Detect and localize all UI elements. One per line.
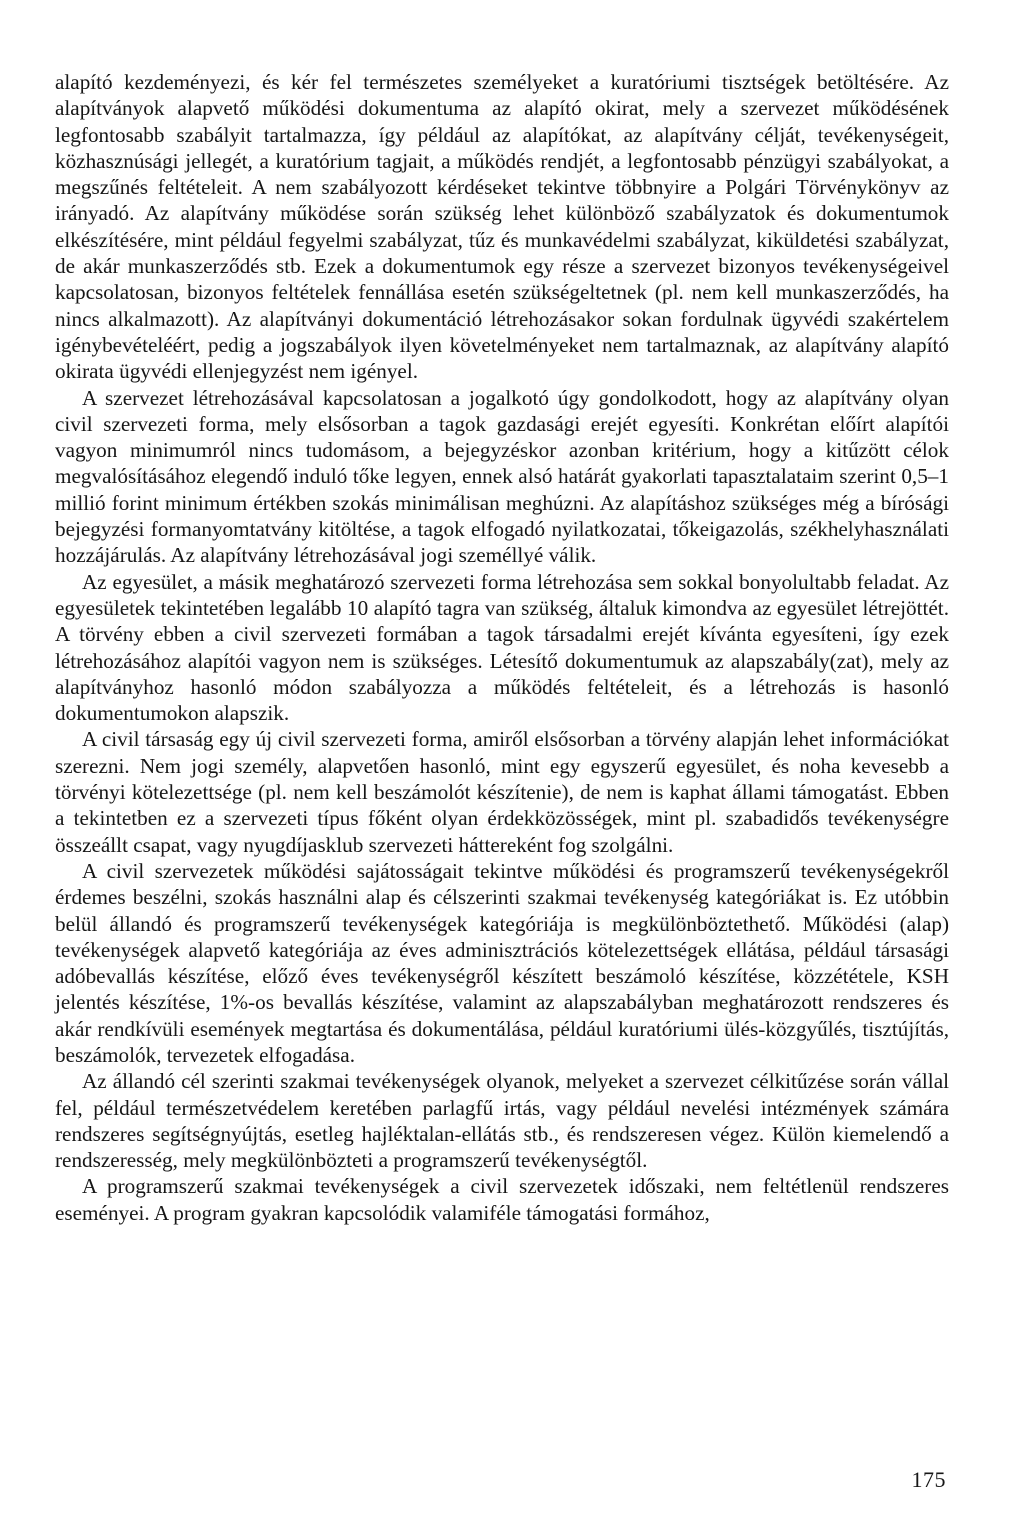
paragraph-2: A szervezet létrehozásával kapcsolatosan a jogalkotó úgy gondolkodott, hogy az alapítvány olyan civil szervezeti forma, mely elsősorban a tagok gazdasági erejét egyesíti. Konkrétan előírt alapítói vagyon minimumról nincs tudomásom, a bejegyzéskor azonban kritérium, hogy a kitűzött célok megvalósításához elegendő induló tőke legyen, ennek alsó határát gyakorlati tapasztalataim szerint 0,5–1 millió forint minimum értékben szokás minimálisan meghúzni. Az alapításhoz szükséges még a bírósági bejegyzési formanyomtatvány kitöltése, a tagok elfogadó nyilatkozatai, tőkeigazolás, székhelyhasználati hozzájárulás. Az alapítvány létrehozásával jogi személlyé válik. [55,385,949,568]
body-text [55,69,949,1226]
page-number: 175 [911,1467,946,1492]
paragraph-1: alapító kezdeményezi, és kér fel természetes személyeket a kuratóriumi tisztségek betöltésére. Az alapítványok alapvető működési dokumentuma az alapító okirat, mely a szervezet működésének legfontosabb szabályit tartalmazza, így például az alapítókat, az alapítvány célját, tevékenységeit, közhasznúsági jellegét, a kuratórium tagjait, a működés rendjét, a legfontosabb pénzügyi szabályokat, a megszűnés feltételeit. A nem szabályozott kérdéseket tekintve többnyire a Polgári Törvénykönyv az irányadó. Az alapítvány működése során szükség lehet különböző szabályzatok és dokumentumok elkészítésére, mint például fegyelmi szabályzat, tűz és munkavédelmi szabályzat, kiküldetési szabályzat, de akár munkaszerződés stb. Ezek a dokumentumok egy része a szervezet bizonyos tevékenységeivel kapcsolatosan, bizonyos feltételek fennállása esetén szükségeltetnek (pl. nem kell munkaszerződés, ha nincs alkalmazott). Az alapítványi dokumentáció létrehozásakor sokan fordulnak ügyvédi szakértelem igénybevételéért, pedig a jogszabályok ilyen követelményeket nem tartalmaznak, az alapítvány alapító okirata ügyvédi ellenjegyzést nem igényel. [55,70,949,384]
paragraph-6: Az állandó cél szerinti szakmai tevékenységek olyanok, melyeket a szervezet célkitűzése során vállal fel, például természetvédelem keretében parlagfű irtás, vagy például nevelési intézmények számára rendszeres segítségnyújtás, esetleg hajléktalan-ellátás stb., és rendszeresen végez. Külön kiemelendő a rendszeresség, mely megkülönbözteti a programszerű tevékenységtől. [55,1069,949,1173]
paragraph-3: Az egyesület, a másik meghatározó szervezeti forma létrehozása sem sokkal bonyolultabb feladat. Az egyesületek tekintetében legalább 10 alapító tagra van szükség, általuk kimondva az egyesület létrejöttét. A törvény ebben a civil szervezeti formában a tagok társadalmi erejét kívánta egyesíteni, így ezek létrehozásához alapítói vagyon nem is szükséges. Létesítő dokumentumuk az alapszabály(zat), mely az alapítványhoz hasonló módon szabályozza a működés feltételeit, és a létrehozás is hasonló dokumentumokon alapszik. [55,569,949,726]
paragraph-7: A programszerű szakmai tevékenységek a civil szervezetek időszaki, nem feltétlenül rendszeres eseményei. A program gyakran kapcsolódik valamiféle támogatási formához, [55,1174,949,1225]
paragraph-5: A civil szervezetek működési sajátosságait tekintve működési és programszerű tevékenységekről érdemes beszélni, szokás használni alap és célszerinti szakmai tevékenység kategóriákat is. Ez utóbbin belül állandó és programszerű tevékenységek kategóriája is megkülönböztethető. Működési (alap) tevékenységek alapvető kategóriája az éves adminisztrációs kötelezettségek ellátása, például társasági adóbevallás készítése, előző éves tevékenységről készített beszámoló készítése, közzététele, KSH jelentés készítése, 1%-os bevallás készítése, valamint az alapszabályban meghatározott rendszeres és akár rendkívüli események megtartása és dokumentálása, például kuratóriumi ülés-közgyűlés, tisztújítás, beszámolók, tervezetek elfogadása. [55,858,949,1067]
paragraph-4: A civil társaság egy új civil szervezeti forma, amiről elsősorban a törvény alapján lehet információkat szerezni. Nem jogi személy, alapvetően hasonló, mint egy egyszerű egyesület, és noha kevesebb a törvényi kötelezettsége (pl. nem kell beszámolót készítenie), de nem is kaphat állami támogatást. Ebben a tekintetben ez a szervezeti típus főként olyan érdekközösségek, mint pl. szabadidős tevékenységre összeállt csapat, vagy nyugdíjasklub szervezeti háttereként fog szolgálni. [55,727,949,857]
